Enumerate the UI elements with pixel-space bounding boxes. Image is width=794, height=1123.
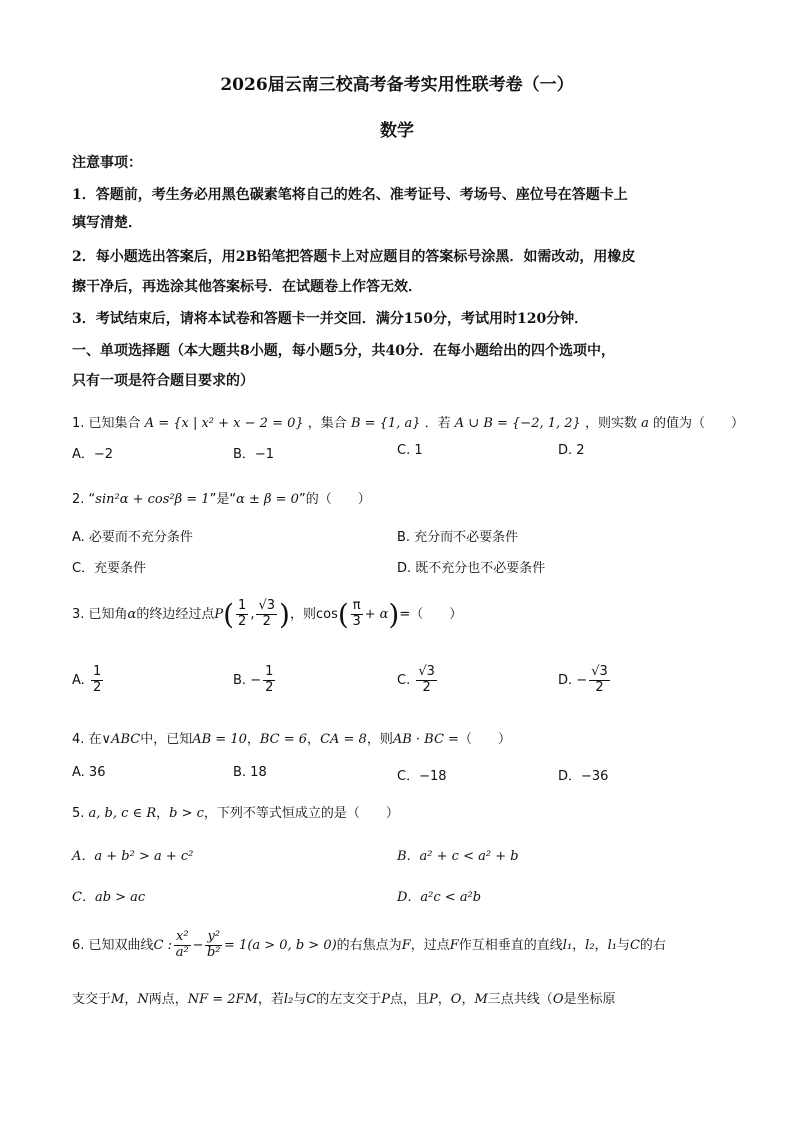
q3-text: ，则 [289, 607, 316, 622]
q6-vector-eq: NF = 2FM [187, 992, 258, 1007]
q2-expr-1: sin²α + cos²β = 1 [95, 492, 210, 507]
notice-item-1: 1．答题前，考生务必用黑色碳素笔将自己的姓名、准考证号、考场号、座位号在答题卡上 [72, 187, 628, 203]
q4-ca: CA = 8 [320, 732, 367, 747]
q1-set-a: A = {x | x² + x − 2 = 0} [144, 416, 304, 431]
q1-option-a[interactable]: A．−2 [72, 447, 114, 462]
q5-option-c[interactable]: C．ab > ac [72, 890, 146, 905]
q4-bc: BC = 6 [259, 732, 308, 747]
q2-option-a[interactable]: A. 必要而不充分条件 [72, 530, 193, 545]
q1-option-b[interactable]: B．−1 [233, 447, 275, 462]
q4-option-d[interactable]: D．−36 [558, 769, 609, 784]
question-2 [72, 488, 371, 507]
question-3: 3. 已知角α的终边经过点P( $\frac{1}{2}$ , $\frac{√3}{2}$ )，则cos( $\frac{\pi}{3}$ + α)=（ ） [72, 598, 463, 631]
q3-cos: cos [315, 607, 338, 622]
q3-option-a-frac: $\frac{1}{2}$ [92, 664, 102, 695]
q3-paren-close: ) [279, 598, 290, 631]
notice-item-3: 3．考试结束后，请将本试卷和答题卡一并交回．满分150分，考试用时120分钟． [72, 311, 589, 327]
q2-text: ”的（ ） [298, 492, 371, 507]
q3-alpha: α [127, 607, 137, 622]
q4-option-c[interactable]: C．−18 [397, 769, 447, 784]
q3-option-c-frac: $\frac{√3}{2}$ [418, 664, 435, 695]
q4-dot-product: AB · BC = [392, 732, 459, 747]
notice-item-2: 2．每小题选出答案后，用2B铅笔把答题卡上对应题目的答案标号涂黑．如需改动，用橡皮 [72, 249, 636, 265]
q1-option-c[interactable]: C. 1 [397, 443, 423, 458]
q3-option-d-frac: $\frac{√3}{2}$ [591, 664, 608, 695]
q3-plus-alpha: + α [364, 607, 389, 622]
exam-title: 2026届云南三校高考备考实用性联考卷（一） [220, 75, 574, 95]
q1-text: 的值为（ ） [653, 416, 745, 431]
notice-heading: 注意事项： [72, 155, 142, 171]
section-heading-cont: 只有一项是符合题目要求的） [72, 373, 254, 389]
q4-option-b[interactable]: B. 18 [233, 765, 267, 780]
q5-vars: a, b, c ∈ R [88, 806, 157, 821]
q6-frac-y: $\frac{\text{y²}}{\text{b²}}$ [206, 929, 221, 960]
q5-option-d[interactable]: D．a²c < a²b [397, 890, 482, 905]
q3-option-b[interactable]: B. − $\frac{1}{2}$ [233, 664, 274, 695]
q1-text: ．若 [424, 416, 451, 431]
q3-paren-open-2: ( [337, 598, 349, 631]
q3-frac-x: $\frac{1}{2}$ [238, 598, 247, 629]
q3-text: 3. 已知角 [72, 607, 128, 622]
q4-option-a[interactable]: A. 36 [72, 765, 106, 780]
question-1 [72, 412, 744, 431]
q1-var: a [641, 416, 649, 431]
q3-paren-close-2: ) [388, 598, 400, 631]
q3-text: 的终边经过点 [136, 607, 215, 622]
q3-paren-open: ( [223, 598, 235, 631]
q1-text: 1. 已知集合 [72, 416, 141, 431]
q2-option-d[interactable]: D. 既不充分也不必要条件 [397, 561, 546, 576]
q6-frac-x: $\frac{\text{x²}}{\text{a²}}$ [175, 929, 189, 960]
q2-option-c[interactable]: C．充要条件 [72, 561, 147, 576]
q1-text: ，则实数 [584, 416, 637, 431]
q3-option-d[interactable]: D. − $\frac{√3}{2}$ [558, 664, 608, 695]
q1-set-b: B = {1, a} [350, 416, 421, 431]
q5-option-b[interactable]: B．a² + c < a² + b [397, 849, 519, 864]
q2-text: 2. “ [72, 492, 96, 507]
subject-title: 数学 [380, 121, 414, 141]
question-6: 6. 已知双曲线C : $\frac{\text{x²}}{\text{a²}}$ − $\frac{\text{y²}}{\text{b²}}$ = 1(a > 0, b > 0)的右焦点为F，过点F作互相垂直的直线l₁，l₂，l₁与C的右 [72, 929, 666, 960]
q1-option-d[interactable]: D. 2 [558, 443, 585, 458]
q3-option-c[interactable]: C. $\frac{√3}{2}$ [397, 664, 435, 695]
q1-text: ，集合 [307, 416, 347, 431]
q5-condition: b > c [169, 806, 204, 821]
q5-option-a[interactable]: A．a + b² > a + c² [72, 849, 194, 864]
q2-text: ”是“ [209, 492, 237, 507]
q3-frac-pi: $\frac{\pi}{3}$ [352, 598, 361, 629]
question-5: 5. a, b, c ∈ R，b > c，下列不等式恒成立的是（ ） [72, 806, 399, 821]
q2-option-b[interactable]: B. 充分而不必要条件 [397, 530, 519, 545]
notice-item-1-cont: 填写清楚． [72, 215, 142, 231]
section-heading: 一、单项选择题（本大题共8小题，每小题5分，共40分．在每小题给出的四个选项中， [72, 343, 615, 359]
q3-frac-y: $\frac{√3}{2}$ [258, 598, 276, 629]
q2-expr-2: α ± β = 0 [236, 492, 299, 507]
q4-ab: AB = 10 [192, 732, 247, 747]
q3-option-b-frac: $\frac{1}{2}$ [265, 664, 274, 695]
q3-text: =（ ） [399, 607, 463, 622]
question-6-cont: 支交于M，N两点，NF = 2FM，若l₂与C的左支交于P点，且P，O，M三点共线（O是坐标原 [72, 992, 616, 1007]
q4-triangle: ∨ABC [101, 732, 141, 747]
q3-option-a[interactable]: A. $\frac{1}{2}$ [72, 664, 102, 695]
q1-union: A ∪ B = {−2, 1, 2} [454, 416, 581, 431]
question-4: 4. 在∨ABC中，已知AB = 10，BC = 6，CA = 8，则AB · BC =（ ） [72, 732, 511, 747]
notice-item-2-cont: 擦干净后，再选涂其他答案标号．在试题卷上作答无效． [72, 279, 422, 295]
q3-point: P [214, 607, 224, 622]
